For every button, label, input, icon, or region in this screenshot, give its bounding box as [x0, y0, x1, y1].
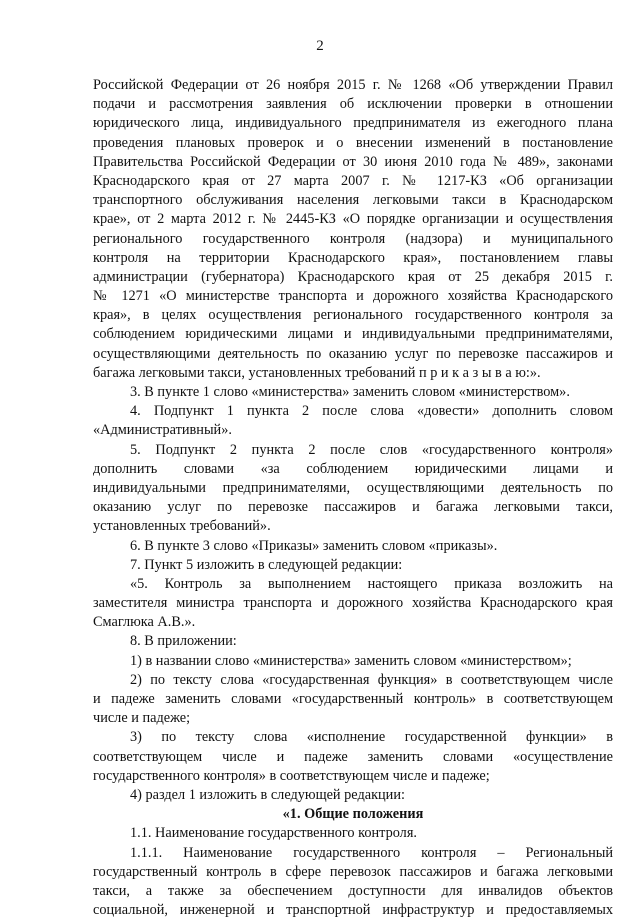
text-line: 8. В приложении: — [130, 633, 237, 650]
text-line: 6. В пункте 3 слово «Приказы» заменить словом «приказы». — [130, 537, 498, 554]
text-line: № 1271 «О министерстве транспорта и дорожного хозяйства Краснодарского — [93, 288, 613, 305]
text-line: 4) раздел 1 изложить в следующей редакции: — [130, 786, 405, 803]
text-line: установленных требований». — [93, 518, 271, 535]
text-line: числе и падеже; — [93, 710, 191, 727]
text-line: государственный контроль в сфере перевозок пассажиров и багажа легковыми — [93, 863, 613, 880]
text-line: соответствующем числе и падеже заменить словами «осуществление — [93, 748, 613, 765]
text-line: багажа легковыми такси, установленных требований п р и к а з ы в а ю:». — [93, 364, 541, 381]
text-line: 3) по тексту слова «исполнение государственной функции» в — [130, 729, 613, 746]
text-line: заместителя министра транспорта и дорожного хозяйства Краснодарского края — [93, 595, 613, 612]
text-line: Смаглюка А.В.». — [93, 614, 196, 631]
text-line: подачи и рассмотрения заявления об исключении проверки в отношении — [93, 96, 613, 113]
text-line: крае», от 2 марта 2012 г. № 2445-КЗ «О порядке организации и осуществления — [93, 211, 613, 228]
text-line: администрации (губернатора) Краснодарского края от 25 декабря 2015 г. — [93, 268, 613, 285]
text-line: Правительства Российской Федерации от 30 июня 2010 года № 489», законами — [93, 153, 613, 170]
text-line: юридического лица, индивидуального предпринимателя из ежегодного плана — [93, 115, 613, 132]
text-line: «1. Общие положения — [282, 806, 424, 823]
text-line: «Административный». — [93, 422, 232, 439]
text-line: оказанию услуг по перевозке пассажиров и багажа легковыми такси, — [93, 499, 613, 516]
text-line: 3. В пункте 1 слово «министерства» заменить словом «министерством». — [130, 384, 570, 400]
text-line: 2) по тексту слова «государственная функция» в соответствующем числе — [130, 671, 613, 688]
text-line: проведения плановых проверок и о внесении изменений в постановление — [93, 134, 613, 151]
text-line: индивидуальными предпринимателями, осуществляющими деятельность по — [93, 479, 613, 496]
text-line: 5. Подпункт 2 пункта 2 после слов «государственного контроля» — [130, 441, 613, 458]
text-line: транспортного обслуживания населения легковыми такси в Краснодарском — [93, 192, 613, 209]
page-number: 2 — [316, 38, 324, 54]
text-line: 1.1. Наименование государственного контроля. — [130, 825, 417, 842]
text-line: 1) в названии слово «министерства» заменить словом «министерством»; — [130, 652, 572, 669]
text-line: Российской Федерации от 26 ноября 2015 г. № 1268 «Об утверждении Правил — [93, 77, 613, 93]
text-line: соблюдением юридическими лицами и индивидуальными предпринимателями, — [93, 326, 613, 343]
text-line: 7. Пункт 5 изложить в следующей редакции: — [130, 556, 403, 573]
text-line: дополнить словами «за соблюдением юридическими лицами и — [93, 460, 613, 477]
document-body — [93, 76, 613, 920]
text-line: регионального государственного контроля (надзора) и муниципального — [93, 230, 613, 247]
text-line: Краснодарского края от 27 марта 2007 г. № 1217-КЗ «Об организации — [93, 172, 613, 189]
text-line: такси, а также за обеспечением доступности для инвалидов объектов — [93, 882, 613, 899]
text-line: контроля на территории Краснодарского края», постановлением главы — [93, 249, 613, 266]
text-line: государственного контроля» в соответствующем числе и падеже; — [93, 767, 490, 784]
text-line: «5. Контроль за выполнением настоящего приказа возложить на — [130, 575, 613, 592]
text-line: и падеже заменить словами «государственный контроль» в соответствующем — [93, 691, 613, 707]
text-line: края», в целях осуществления регионального государственного контроля за — [93, 307, 613, 324]
text-line: 4. Подпункт 1 пункта 2 после слова «довести» дополнить словом — [130, 403, 613, 420]
text-line: осуществляющими деятельность по оказанию услуг по перевозке пассажиров и — [93, 345, 613, 362]
text-line: 1.1.1. Наименование государственного контроля – Региональный — [130, 844, 613, 861]
text-line: социальной, инженерной и транспортной инфраструктур и предоставляемых — [93, 902, 613, 919]
